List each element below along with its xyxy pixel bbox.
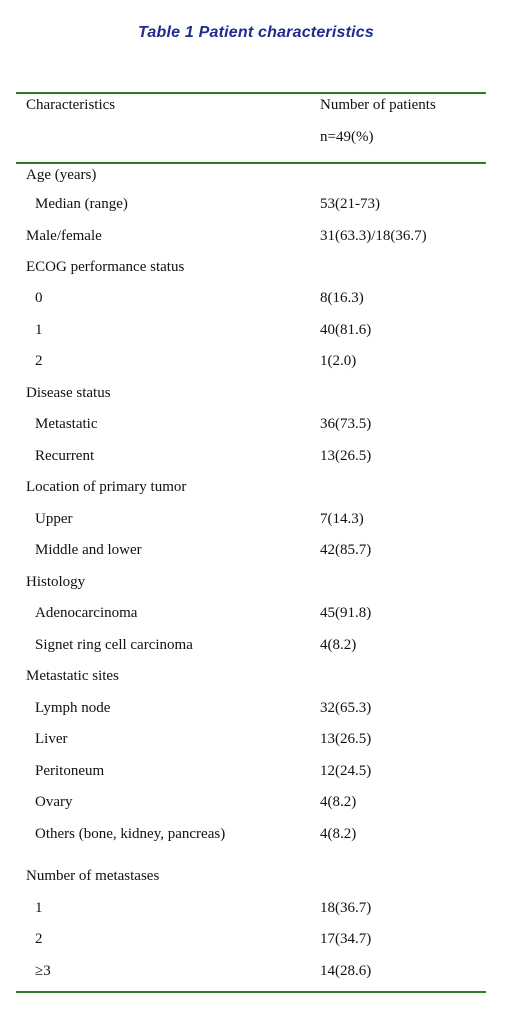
row-label: ≥3 bbox=[35, 963, 51, 979]
header-characteristics: Characteristics bbox=[26, 97, 116, 113]
row-value: 12(24.5) bbox=[320, 763, 372, 779]
row-value: 4(8.2) bbox=[320, 637, 357, 653]
row-label: Signet ring cell carcinoma bbox=[35, 637, 193, 653]
table-row bbox=[0, 929, 530, 949]
table-row bbox=[0, 320, 530, 340]
row-label: Ovary bbox=[35, 794, 73, 810]
table-title: Table 1 Patient characteristics bbox=[138, 24, 374, 41]
row-value: 13(26.5) bbox=[320, 731, 372, 747]
row-value: 1(2.0) bbox=[320, 353, 357, 369]
row-value: 42(85.7) bbox=[320, 542, 372, 558]
bottom-rule bbox=[16, 991, 486, 993]
table-section-row bbox=[0, 165, 530, 185]
table-section-row bbox=[0, 572, 530, 592]
row-label: Recurrent bbox=[35, 448, 95, 464]
row-value: 4(8.2) bbox=[320, 794, 357, 810]
row-label: Metastatic bbox=[35, 416, 98, 432]
table-row bbox=[0, 729, 530, 749]
table-row bbox=[0, 824, 530, 844]
table-row bbox=[0, 698, 530, 718]
table-section-row bbox=[0, 257, 530, 277]
table-row bbox=[0, 603, 530, 623]
table-section-row bbox=[0, 226, 530, 246]
row-label: Peritoneum bbox=[35, 763, 105, 779]
row-value: 45(91.8) bbox=[320, 605, 372, 621]
row-value: 17(34.7) bbox=[320, 931, 372, 947]
row-label: 1 bbox=[35, 322, 43, 338]
row-label: Adenocarcinoma bbox=[35, 605, 138, 621]
row-value: 32(65.3) bbox=[320, 700, 372, 716]
header-rule bbox=[16, 162, 486, 164]
row-value: 40(81.6) bbox=[320, 322, 372, 338]
table-row bbox=[0, 540, 530, 560]
header-n-total: n=49(%) bbox=[320, 129, 374, 145]
table-section-row bbox=[0, 666, 530, 686]
table-row bbox=[0, 414, 530, 434]
row-label: 0 bbox=[35, 290, 43, 306]
table-row bbox=[0, 635, 530, 655]
row-label: 2 bbox=[35, 353, 43, 369]
table-row bbox=[0, 509, 530, 529]
row-label: ECOG performance status bbox=[26, 259, 185, 275]
row-label: Middle and lower bbox=[35, 542, 142, 558]
row-value: 36(73.5) bbox=[320, 416, 372, 432]
row-label: Liver bbox=[35, 731, 68, 747]
row-label: 2 bbox=[35, 931, 43, 947]
row-label: 1 bbox=[35, 900, 43, 916]
row-label: Location of primary tumor bbox=[26, 479, 187, 495]
row-value: 8(16.3) bbox=[320, 290, 364, 306]
row-label: Male/female bbox=[26, 228, 102, 244]
table-row bbox=[0, 194, 530, 214]
row-label: Metastatic sites bbox=[26, 668, 119, 684]
table-row bbox=[0, 351, 530, 371]
row-value: 14(28.6) bbox=[320, 963, 372, 979]
row-label: Histology bbox=[26, 574, 86, 590]
row-label: Lymph node bbox=[35, 700, 111, 716]
table-row bbox=[0, 446, 530, 466]
row-label: Others (bone, kidney, pancreas) bbox=[35, 826, 226, 842]
header-number-of-patients: Number of patients bbox=[320, 97, 436, 113]
row-value: 18(36.7) bbox=[320, 900, 372, 916]
table-section-row bbox=[0, 477, 530, 497]
table-row bbox=[0, 961, 530, 981]
row-label: Disease status bbox=[26, 385, 111, 401]
row-label: Median (range) bbox=[35, 196, 128, 212]
row-value: 13(26.5) bbox=[320, 448, 372, 464]
row-label: Upper bbox=[35, 511, 73, 527]
table-section-row bbox=[0, 383, 530, 403]
table-row bbox=[0, 898, 530, 918]
table-section-row bbox=[0, 866, 530, 886]
row-value: 4(8.2) bbox=[320, 826, 357, 842]
row-label: Age (years) bbox=[26, 167, 97, 183]
top-rule bbox=[16, 92, 486, 94]
table-row bbox=[0, 761, 530, 781]
row-value: 31(63.3)/18(36.7) bbox=[320, 228, 427, 244]
row-value: 53(21-73) bbox=[320, 196, 380, 212]
table-row bbox=[0, 288, 530, 308]
row-value: 7(14.3) bbox=[320, 511, 364, 527]
row-label: Number of metastases bbox=[26, 868, 160, 884]
table-row bbox=[0, 792, 530, 812]
